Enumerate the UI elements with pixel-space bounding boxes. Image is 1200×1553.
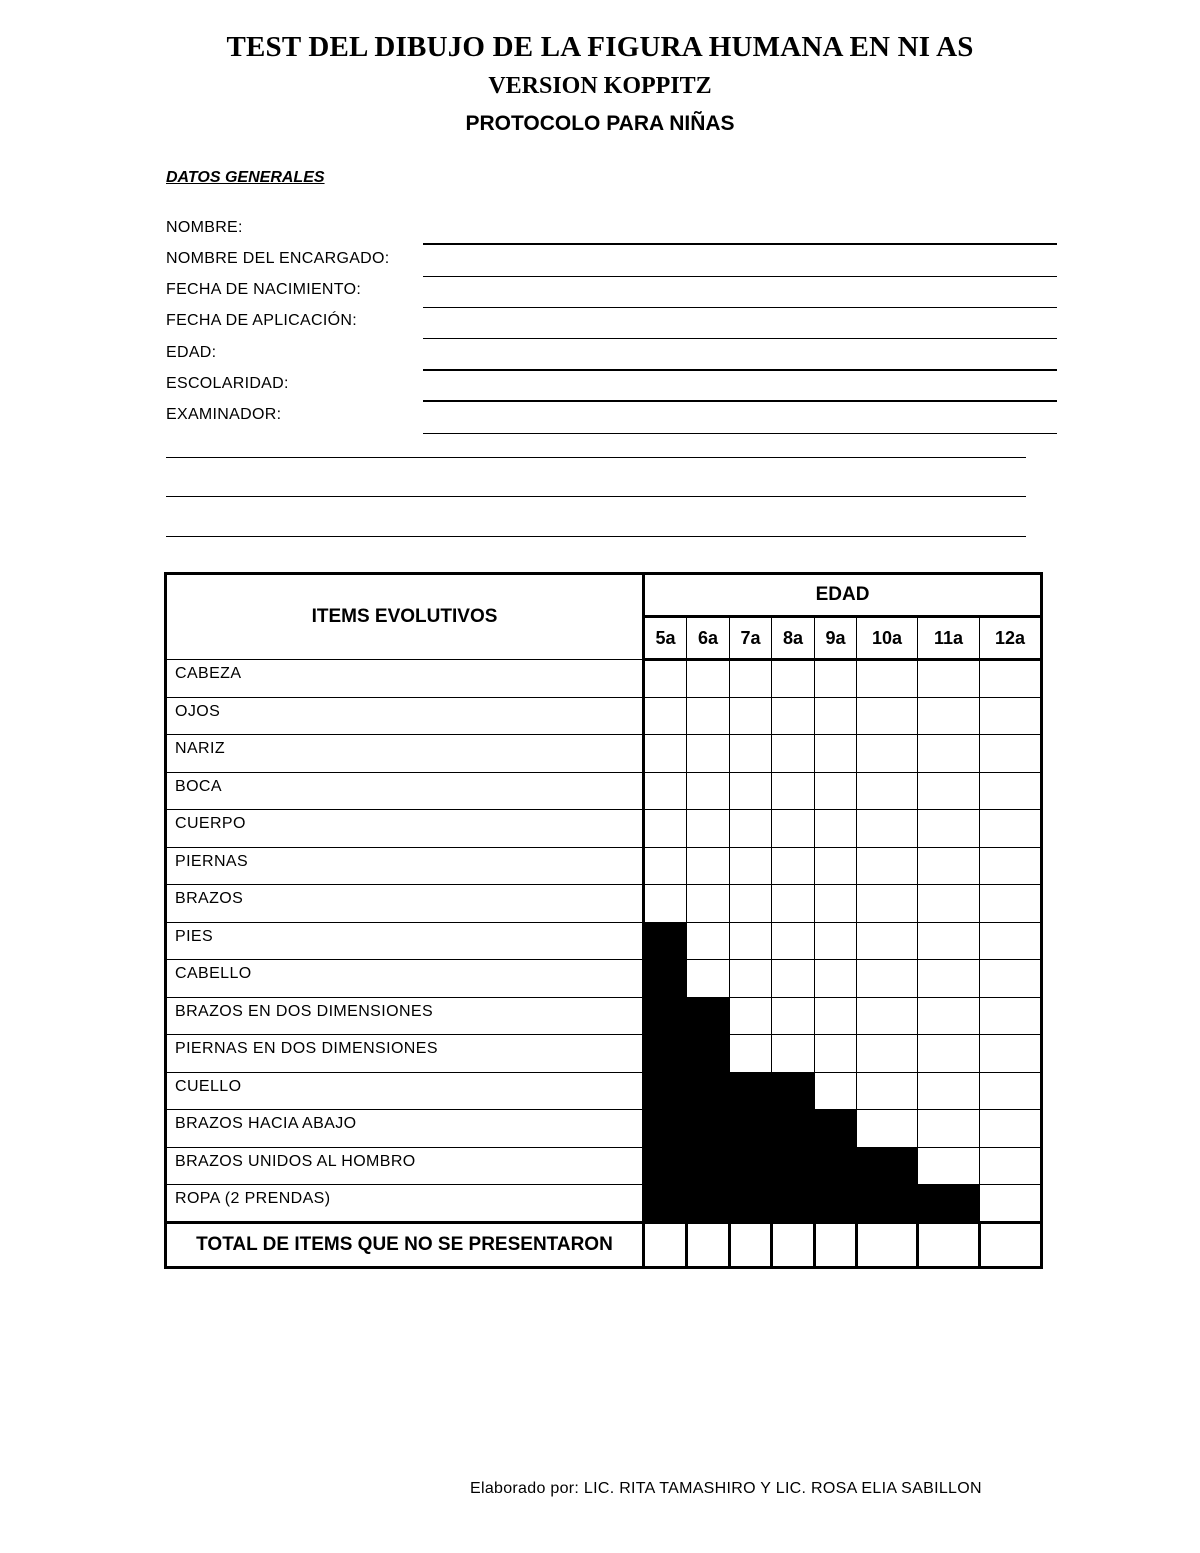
blocked-cell: [687, 1147, 730, 1185]
item-label: BOCA: [166, 772, 644, 810]
score-cell-7a[interactable]: [730, 735, 772, 773]
score-cell-10a[interactable]: [857, 922, 918, 960]
score-cell-10a[interactable]: [857, 847, 918, 885]
score-cell-11a[interactable]: [918, 697, 980, 735]
score-cell-6a[interactable]: [687, 847, 730, 885]
score-cell-10a[interactable]: [857, 960, 918, 998]
score-cell-12a[interactable]: [980, 885, 1042, 923]
blocked-cell: [644, 1110, 687, 1148]
age-column-11a: 11a: [918, 617, 980, 660]
examiner-label: EXAMINADOR:: [166, 406, 282, 423]
score-cell-11a[interactable]: [918, 810, 980, 848]
score-cell-7a[interactable]: [730, 660, 772, 698]
table-row: [166, 810, 1042, 848]
blocked-cell: [644, 997, 687, 1035]
score-cell-5a[interactable]: [644, 660, 687, 698]
score-cell-10a[interactable]: [857, 810, 918, 848]
blocked-cell: [918, 1185, 980, 1223]
items-header: ITEMS EVOLUTIVOS: [166, 574, 644, 660]
score-cell-6a[interactable]: [687, 772, 730, 810]
score-cell-12a[interactable]: [980, 810, 1042, 848]
guardian-name-field[interactable]: [423, 276, 1057, 277]
item-label: NARIZ: [166, 735, 644, 773]
blocked-cell: [815, 1185, 857, 1223]
score-cell-9a[interactable]: [815, 997, 857, 1035]
name-label: NOMBRE:: [166, 219, 243, 236]
age-column-12a: 12a: [980, 617, 1042, 660]
score-cell-11a[interactable]: [918, 960, 980, 998]
score-cell-11a[interactable]: [918, 735, 980, 773]
score-cell-11a[interactable]: [918, 847, 980, 885]
score-cell-11a[interactable]: [918, 1035, 980, 1073]
score-cell-8a[interactable]: [772, 922, 815, 960]
general-data-heading: DATOS GENERALES: [166, 169, 325, 186]
notes-line-1[interactable]: [166, 457, 1026, 458]
blocked-cell: [687, 1185, 730, 1223]
blocked-cell: [857, 1185, 918, 1223]
total-cell-5a[interactable]: [644, 1222, 687, 1267]
score-cell-9a[interactable]: [815, 660, 857, 698]
score-cell-11a[interactable]: [918, 1110, 980, 1148]
document-subtitle: VERSION KOPPITZ: [488, 73, 712, 99]
item-label: CUERPO: [166, 810, 644, 848]
table-row: [166, 697, 1042, 735]
blocked-cell: [730, 1185, 772, 1223]
application-date-field[interactable]: [423, 338, 1057, 339]
score-cell-12a[interactable]: [980, 1147, 1042, 1185]
total-cell-12a[interactable]: [980, 1222, 1042, 1267]
blocked-cell: [687, 997, 730, 1035]
blocked-cell: [772, 1110, 815, 1148]
score-cell-8a[interactable]: [772, 810, 815, 848]
table-row: [166, 1185, 1042, 1223]
score-cell-5a[interactable]: [644, 772, 687, 810]
score-cell-6a[interactable]: [687, 735, 730, 773]
score-cell-10a[interactable]: [857, 735, 918, 773]
score-cell-12a[interactable]: [980, 997, 1042, 1035]
score-cell-9a[interactable]: [815, 735, 857, 773]
item-label: BRAZOS EN DOS DIMENSIONES: [166, 997, 644, 1035]
score-cell-8a[interactable]: [772, 735, 815, 773]
score-cell-8a[interactable]: [772, 1035, 815, 1073]
score-cell-10a[interactable]: [857, 1035, 918, 1073]
blocked-cell: [772, 1185, 815, 1223]
item-label: ROPA (2 PRENDAS): [166, 1185, 644, 1223]
blocked-cell: [730, 1110, 772, 1148]
total-label: TOTAL DE ITEMS QUE NO SE PRESENTARON: [166, 1222, 644, 1267]
item-label: PIERNAS EN DOS DIMENSIONES: [166, 1035, 644, 1073]
age-label: EDAD:: [166, 344, 217, 361]
score-cell-12a[interactable]: [980, 660, 1042, 698]
blocked-cell: [815, 1147, 857, 1185]
score-cell-7a[interactable]: [730, 810, 772, 848]
table-row: [166, 1072, 1042, 1110]
score-cell-11a[interactable]: [918, 1072, 980, 1110]
blocked-cell: [644, 1147, 687, 1185]
score-cell-7a[interactable]: [730, 960, 772, 998]
score-cell-12a[interactable]: [980, 1185, 1042, 1223]
score-cell-6a[interactable]: [687, 697, 730, 735]
score-cell-7a[interactable]: [730, 697, 772, 735]
item-label: BRAZOS: [166, 885, 644, 923]
score-cell-8a[interactable]: [772, 847, 815, 885]
blocked-cell: [644, 960, 687, 998]
score-cell-6a[interactable]: [687, 810, 730, 848]
item-label: PIES: [166, 922, 644, 960]
score-cell-6a[interactable]: [687, 922, 730, 960]
total-cell-10a[interactable]: [857, 1222, 918, 1267]
notes-line-3[interactable]: [166, 536, 1026, 537]
blocked-cell: [772, 1072, 815, 1110]
score-cell-12a[interactable]: [980, 960, 1042, 998]
score-cell-8a[interactable]: [772, 660, 815, 698]
score-cell-7a[interactable]: [730, 997, 772, 1035]
birth-date-label: FECHA DE NACIMIENTO:: [166, 281, 362, 298]
age-column-9a: 9a: [815, 617, 857, 660]
document-title: TEST DEL DIBUJO DE LA FIGURA HUMANA EN NI AS: [226, 31, 974, 63]
age-field[interactable]: [423, 369, 1057, 371]
table-row: [166, 885, 1042, 923]
score-cell-7a[interactable]: [730, 772, 772, 810]
total-cell-8a[interactable]: [772, 1222, 815, 1267]
score-cell-10a[interactable]: [857, 772, 918, 810]
table-row: [166, 772, 1042, 810]
score-cell-12a[interactable]: [980, 735, 1042, 773]
score-cell-5a[interactable]: [644, 810, 687, 848]
score-cell-9a[interactable]: [815, 885, 857, 923]
table-row: [166, 922, 1042, 960]
blocked-cell: [687, 1110, 730, 1148]
score-cell-7a[interactable]: [730, 885, 772, 923]
score-cell-9a[interactable]: [815, 810, 857, 848]
blocked-cell: [644, 1185, 687, 1223]
total-cell-6a[interactable]: [687, 1222, 730, 1267]
score-cell-11a[interactable]: [918, 660, 980, 698]
score-cell-10a[interactable]: [857, 997, 918, 1035]
score-cell-12a[interactable]: [980, 1110, 1042, 1148]
score-cell-6a[interactable]: [687, 960, 730, 998]
score-cell-12a[interactable]: [980, 847, 1042, 885]
score-cell-5a[interactable]: [644, 697, 687, 735]
blocked-cell: [772, 1147, 815, 1185]
table-row: [166, 847, 1042, 885]
score-cell-12a[interactable]: [980, 772, 1042, 810]
total-row: [166, 1222, 1042, 1267]
protocol-title: PROTOCOLO PARA NIÑAS: [465, 112, 735, 135]
item-label: PIERNAS: [166, 847, 644, 885]
table-row: [166, 1147, 1042, 1185]
item-label: BRAZOS HACIA ABAJO: [166, 1110, 644, 1148]
score-cell-9a[interactable]: [815, 847, 857, 885]
score-cell-12a[interactable]: [980, 1035, 1042, 1073]
score-cell-7a[interactable]: [730, 1035, 772, 1073]
table-row: [166, 997, 1042, 1035]
schooling-label: ESCOLARIDAD:: [166, 375, 289, 392]
score-cell-10a[interactable]: [857, 1072, 918, 1110]
blocked-cell: [687, 1072, 730, 1110]
blocked-cell: [644, 1035, 687, 1073]
item-label: CABEZA: [166, 660, 644, 698]
age-column-6a: 6a: [687, 617, 730, 660]
score-cell-6a[interactable]: [687, 885, 730, 923]
score-cell-11a[interactable]: [918, 1147, 980, 1185]
item-label: CABELLO: [166, 960, 644, 998]
item-label: BRAZOS UNIDOS AL HOMBRO: [166, 1147, 644, 1185]
blocked-cell: [815, 1110, 857, 1148]
blocked-cell: [687, 1035, 730, 1073]
score-cell-8a[interactable]: [772, 997, 815, 1035]
age-column-5a: 5a: [644, 617, 687, 660]
score-cell-12a[interactable]: [980, 697, 1042, 735]
score-cell-9a[interactable]: [815, 1072, 857, 1110]
age-column-8a: 8a: [772, 617, 815, 660]
score-cell-10a[interactable]: [857, 697, 918, 735]
blocked-cell: [857, 1147, 918, 1185]
score-cell-5a[interactable]: [644, 735, 687, 773]
age-column-7a: 7a: [730, 617, 772, 660]
score-cell-9a[interactable]: [815, 772, 857, 810]
blocked-cell: [730, 1147, 772, 1185]
score-cell-9a[interactable]: [815, 697, 857, 735]
guardian-name-label: NOMBRE DEL ENCARGADO:: [166, 250, 390, 267]
score-cell-9a[interactable]: [815, 960, 857, 998]
item-label: CUELLO: [166, 1072, 644, 1110]
blocked-cell: [644, 1072, 687, 1110]
total-cell-7a[interactable]: [730, 1222, 772, 1267]
blocked-cell: [730, 1072, 772, 1110]
notes-line-2[interactable]: [166, 496, 1026, 497]
schooling-field[interactable]: [423, 400, 1057, 402]
evolutionary-items-table: [164, 572, 1043, 1269]
total-cell-9a[interactable]: [815, 1222, 857, 1267]
score-cell-11a[interactable]: [918, 997, 980, 1035]
score-cell-11a[interactable]: [918, 922, 980, 960]
score-cell-11a[interactable]: [918, 885, 980, 923]
total-cell-11a[interactable]: [918, 1222, 980, 1267]
score-cell-5a[interactable]: [644, 847, 687, 885]
score-cell-9a[interactable]: [815, 1035, 857, 1073]
score-cell-8a[interactable]: [772, 960, 815, 998]
score-cell-8a[interactable]: [772, 772, 815, 810]
score-cell-7a[interactable]: [730, 922, 772, 960]
score-cell-10a[interactable]: [857, 1110, 918, 1148]
table-row: [166, 735, 1042, 773]
score-cell-12a[interactable]: [980, 922, 1042, 960]
birth-date-field[interactable]: [423, 307, 1057, 308]
score-cell-7a[interactable]: [730, 847, 772, 885]
blocked-cell: [644, 922, 687, 960]
table-row: [166, 660, 1042, 698]
age-column-10a: 10a: [857, 617, 918, 660]
item-label: OJOS: [166, 697, 644, 735]
score-cell-10a[interactable]: [857, 660, 918, 698]
footer-credit: Elaborado por: LIC. RITA TAMASHIRO Y LIC. ROSA ELIA SABILLON: [470, 1480, 982, 1497]
score-cell-10a[interactable]: [857, 885, 918, 923]
name-field[interactable]: [423, 243, 1057, 245]
age-header: EDAD: [644, 574, 1042, 617]
score-cell-5a[interactable]: [644, 885, 687, 923]
score-cell-12a[interactable]: [980, 1072, 1042, 1110]
score-cell-11a[interactable]: [918, 772, 980, 810]
table-row: [166, 1110, 1042, 1148]
score-cell-8a[interactable]: [772, 885, 815, 923]
table-row: [166, 960, 1042, 998]
application-date-label: FECHA DE APLICACIÓN:: [166, 312, 357, 329]
score-cell-8a[interactable]: [772, 697, 815, 735]
table-row: [166, 1035, 1042, 1073]
examiner-field[interactable]: [423, 433, 1057, 434]
score-cell-9a[interactable]: [815, 922, 857, 960]
score-cell-6a[interactable]: [687, 660, 730, 698]
